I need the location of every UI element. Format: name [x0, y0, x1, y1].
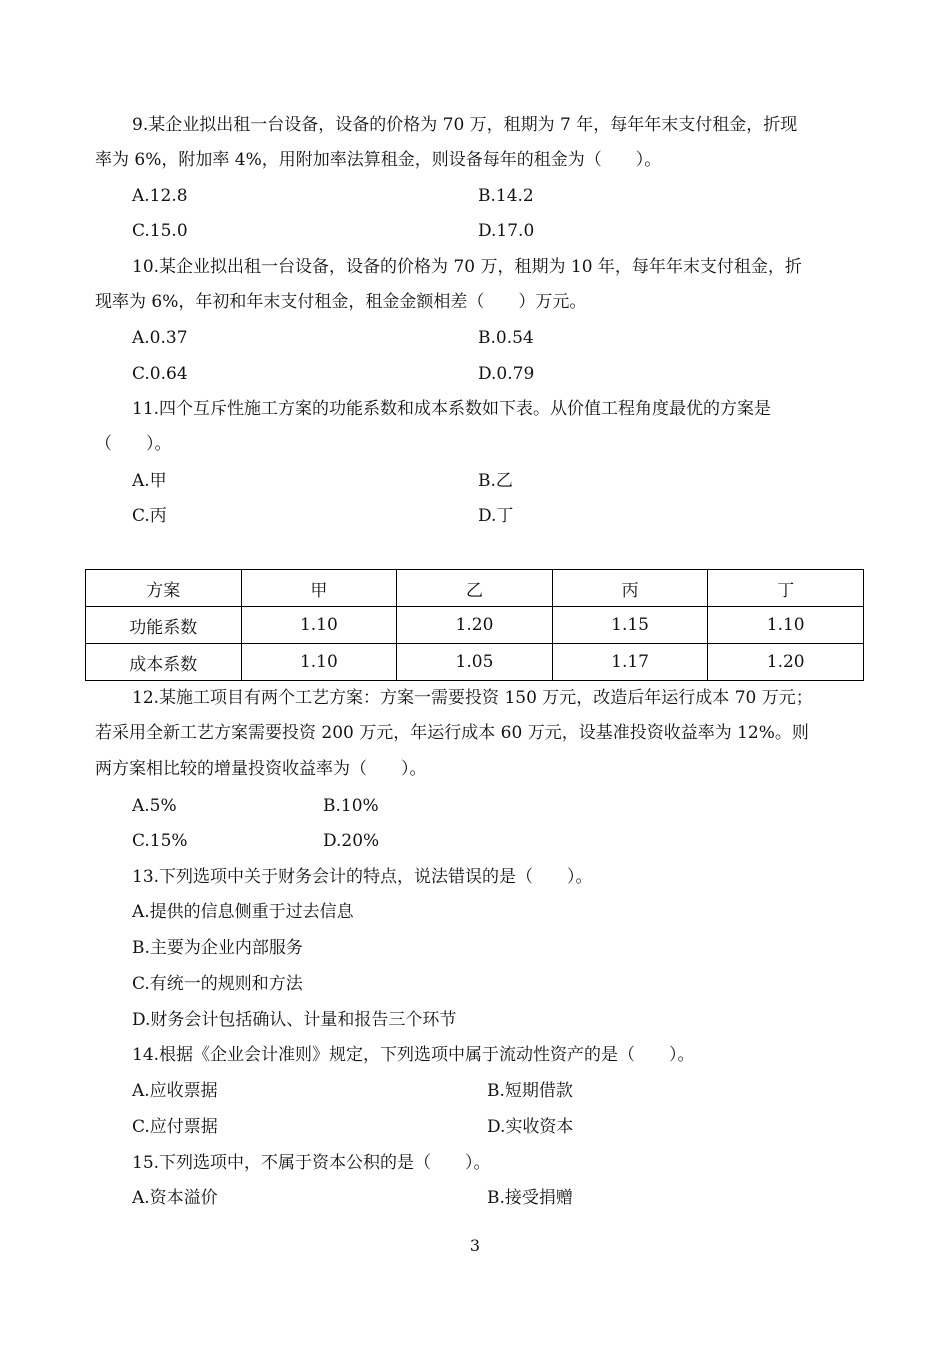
table-cell: 1.20 — [397, 607, 553, 644]
q12-option-b: B.10% — [323, 796, 379, 816]
table-header-cell: 丁 — [708, 570, 864, 607]
table-header-cell: 丙 — [552, 570, 708, 607]
q9-option-a: A.12.8 — [132, 186, 188, 206]
q13-stem-line1: 13.下列选项中关于财务会计的特点，说法错误的是（ ）。 — [132, 867, 593, 887]
table-row — [86, 644, 864, 681]
q15-option-a: A.资本溢价 — [132, 1188, 218, 1208]
q12-stem-line2: 若采用全新工艺方案需要投资 200 万元，年运行成本 60 万元，设基准投资收益率为 12%。则 — [95, 723, 809, 743]
q9-stem-line2: 率为 6%，附加率 4%，用附加率法算租金，则设备每年的租金为（ ）。 — [95, 150, 662, 170]
q11-stem-line2: （ ）。 — [95, 434, 172, 454]
page-number: 3 — [469, 1236, 481, 1255]
q11-option-b: B.乙 — [478, 471, 513, 491]
q14-option-c: C.应付票据 — [132, 1117, 218, 1137]
q11-option-c: C.丙 — [132, 506, 167, 526]
table-cell: 1.10 — [241, 607, 397, 644]
q9-option-d: D.17.0 — [478, 221, 535, 241]
q14-option-b: B.短期借款 — [487, 1081, 573, 1101]
q12-stem-line1: 12.某施工项目有两个工艺方案：方案一需要投资 150 万元，改造后年运行成本 70 万元； — [132, 688, 813, 708]
q11-option-a: A.甲 — [132, 471, 167, 491]
table-header-cell: 方案 — [86, 570, 242, 607]
q11-stem-line1: 11.四个互斥性施工方案的功能系数和成本系数如下表。从价值工程角度最优的方案是 — [132, 399, 772, 419]
q10-option-b: B.0.54 — [478, 328, 534, 348]
table-cell: 成本系数 — [86, 644, 242, 681]
q9-option-b: B.14.2 — [478, 186, 534, 206]
table-header-cell: 乙 — [397, 570, 553, 607]
q15-stem-line1: 15.下列选项中，不属于资本公积的是（ ）。 — [132, 1153, 491, 1173]
table-cell: 1.10 — [241, 644, 397, 681]
q10-option-d: D.0.79 — [478, 364, 535, 384]
q15-option-b: B.接受捐赠 — [487, 1188, 573, 1208]
q13-option-d: D.财务会计包括确认、计量和报告三个环节 — [132, 1010, 457, 1030]
q12-option-a: A.5% — [132, 796, 177, 816]
q9-option-c: C.15.0 — [132, 221, 188, 241]
q10-option-a: A.0.37 — [132, 328, 188, 348]
table-cell: 1.20 — [708, 644, 864, 681]
table-row — [86, 607, 864, 644]
q13-option-c: C.有统一的规则和方法 — [132, 974, 303, 994]
q13-option-b: B.主要为企业内部服务 — [132, 938, 303, 958]
q10-option-c: C.0.64 — [132, 364, 188, 384]
table-cell: 1.17 — [552, 644, 708, 681]
table-cell: 功能系数 — [86, 607, 242, 644]
table-cell: 1.05 — [397, 644, 553, 681]
q14-option-d: D.实收资本 — [487, 1117, 574, 1137]
q10-stem-line2: 现率为 6%，年初和年末支付租金，租金金额相差（ ）万元。 — [95, 292, 587, 312]
q12-option-d: D.20% — [323, 831, 380, 851]
table-cell: 1.15 — [552, 607, 708, 644]
table-header-row — [86, 570, 864, 607]
q12-stem-line3: 两方案相比较的增量投资收益率为（ ）。 — [95, 759, 427, 779]
q14-stem-line1: 14.根据《企业会计准则》规定，下列选项中属于流动性资产的是（ ）。 — [132, 1045, 695, 1065]
q12-option-c: C.15% — [132, 831, 188, 851]
q13-option-a: A.提供的信息侧重于过去信息 — [132, 902, 354, 922]
q14-option-a: A.应收票据 — [132, 1081, 218, 1101]
coefficient-table — [85, 569, 864, 681]
q10-stem-line1: 10.某企业拟出租一台设备，设备的价格为 70 万，租期为 10 年，每年年末支付租金，折 — [132, 257, 802, 277]
table-header-cell: 甲 — [241, 570, 397, 607]
table-cell: 1.10 — [708, 607, 864, 644]
q11-option-d: D.丁 — [478, 506, 514, 526]
q9-stem-line1: 9.某企业拟出租一台设备，设备的价格为 70 万，租期为 7 年，每年年末支付租金，折现 — [132, 115, 798, 135]
